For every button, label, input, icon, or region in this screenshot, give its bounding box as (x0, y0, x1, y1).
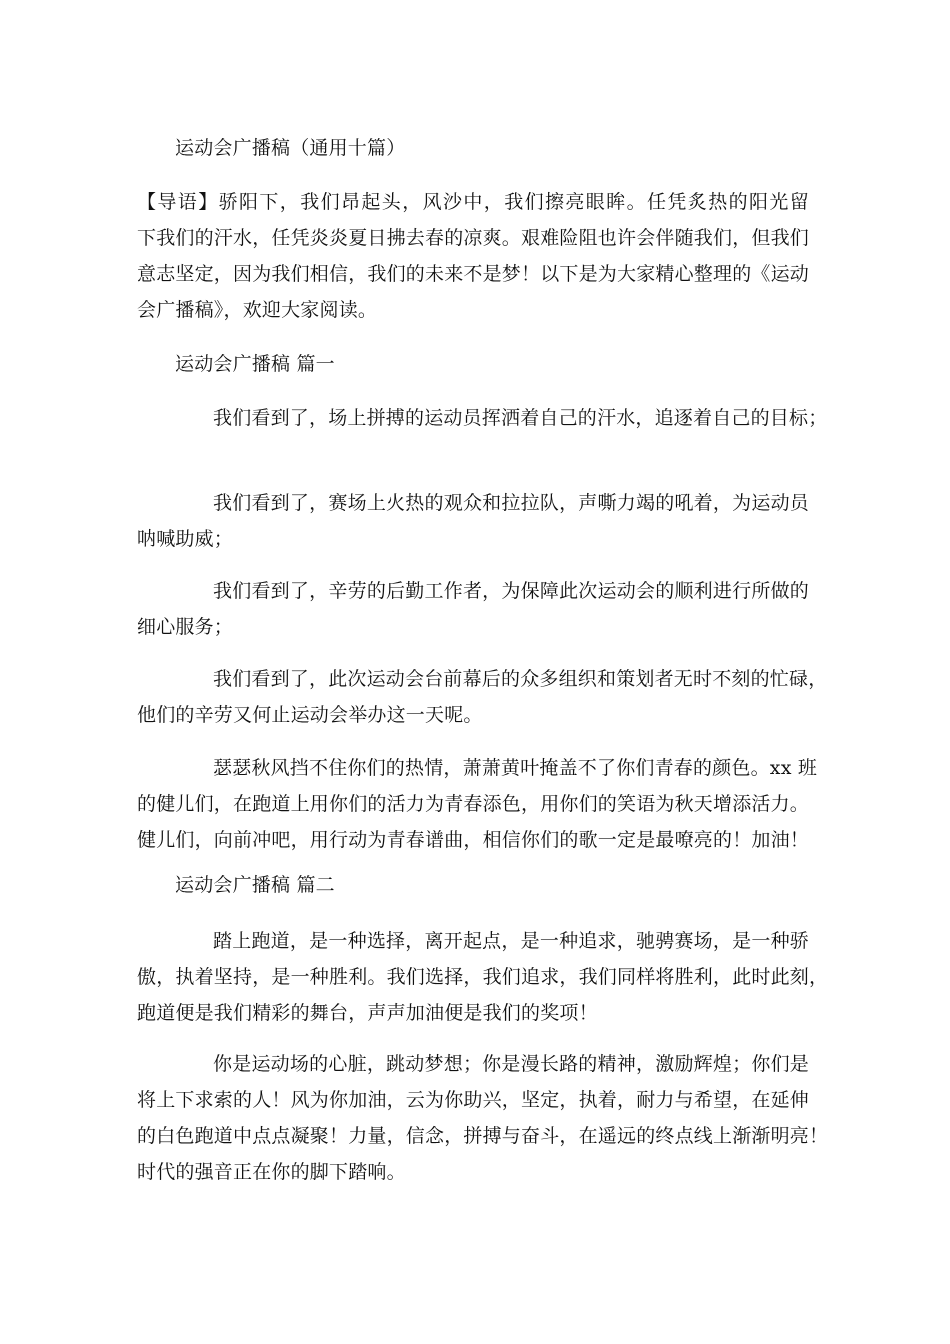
paragraph-line: 的健儿们，在跑道上用你们的活力为青春添色，用你们的笑语为秋天增添活力。 (137, 793, 810, 815)
paragraph-line: 细心服务； (137, 616, 234, 638)
intro-line: 意志坚定，因为我们相信，我们的未来不是梦！以下是为大家精心整理的《运动 (137, 263, 810, 285)
paragraph-line: 我们看到了，此次运动会台前幕后的众多组织和策划者无时不刻的忙碌， (213, 668, 828, 690)
section-heading: 运动会广播稿 篇一 (175, 353, 335, 375)
paragraph-line: 我们看到了，场上拼搏的运动员挥洒着自己的汗水，追逐着自己的目标； (213, 407, 828, 429)
paragraph-line: 将上下求索的人！风为你加油，云为你助兴，坚定，执着，耐力与希望，在延伸 (137, 1089, 810, 1111)
paragraph-line: 踏上跑道，是一种选择，离开起点，是一种追求，驰骋赛场，是一种骄 (213, 930, 809, 952)
paragraph-line: 我们看到了，辛劳的后勤工作者，为保障此次运动会的顺利进行所做的 (213, 580, 809, 602)
paragraph-line: 他们的辛劳又何止运动会举办这一天呢。 (137, 704, 483, 726)
intro-line: 下我们的汗水，任凭炎炎夏日拂去春的凉爽。艰难险阻也许会伴随我们，但我们 (137, 227, 810, 249)
paragraph-line: 我们看到了，赛场上火热的观众和拉拉队，声嘶力竭的吼着，为运动员 (213, 492, 809, 514)
paragraph-line: 呐喊助威； (137, 528, 234, 550)
intro-line: 【导语】骄阳下，我们昂起头，风沙中，我们擦亮眼眸。任凭炙热的阳光留 (137, 191, 809, 213)
paragraph-line: 时代的强音正在你的脚下踏响。 (137, 1161, 406, 1183)
paragraph-line: 傲，执着坚持，是一种胜利。我们选择，我们追求，我们同样将胜利，此时此刻， (137, 966, 829, 988)
intro-line: 会广播稿》，欢迎大家阅读。 (137, 299, 378, 321)
paragraph-line: 跑道便是我们精彩的舞台，声声加油便是我们的奖项！ (137, 1002, 598, 1024)
paragraph-line: 你是运动场的心脏，跳动梦想；你是漫长路的精神，激励辉煌；你们是 (213, 1053, 809, 1075)
paragraph-line: 的白色跑道中点点凝聚！力量，信念，拼搏与奋斗，在遥远的终点线上渐渐明亮！ (137, 1125, 829, 1147)
document-title: 运动会广播稿（通用十篇） (175, 137, 406, 159)
paragraph-line: 瑟瑟秋风挡不住你们的热情，萧萧黄叶掩盖不了你们青春的颜色。xx 班 (213, 757, 818, 779)
paragraph-line: 健儿们，向前冲吧，用行动为青春谱曲，相信你们的歌一定是最嘹亮的！加油！ (137, 829, 810, 851)
section-heading: 运动会广播稿 篇二 (175, 874, 335, 896)
